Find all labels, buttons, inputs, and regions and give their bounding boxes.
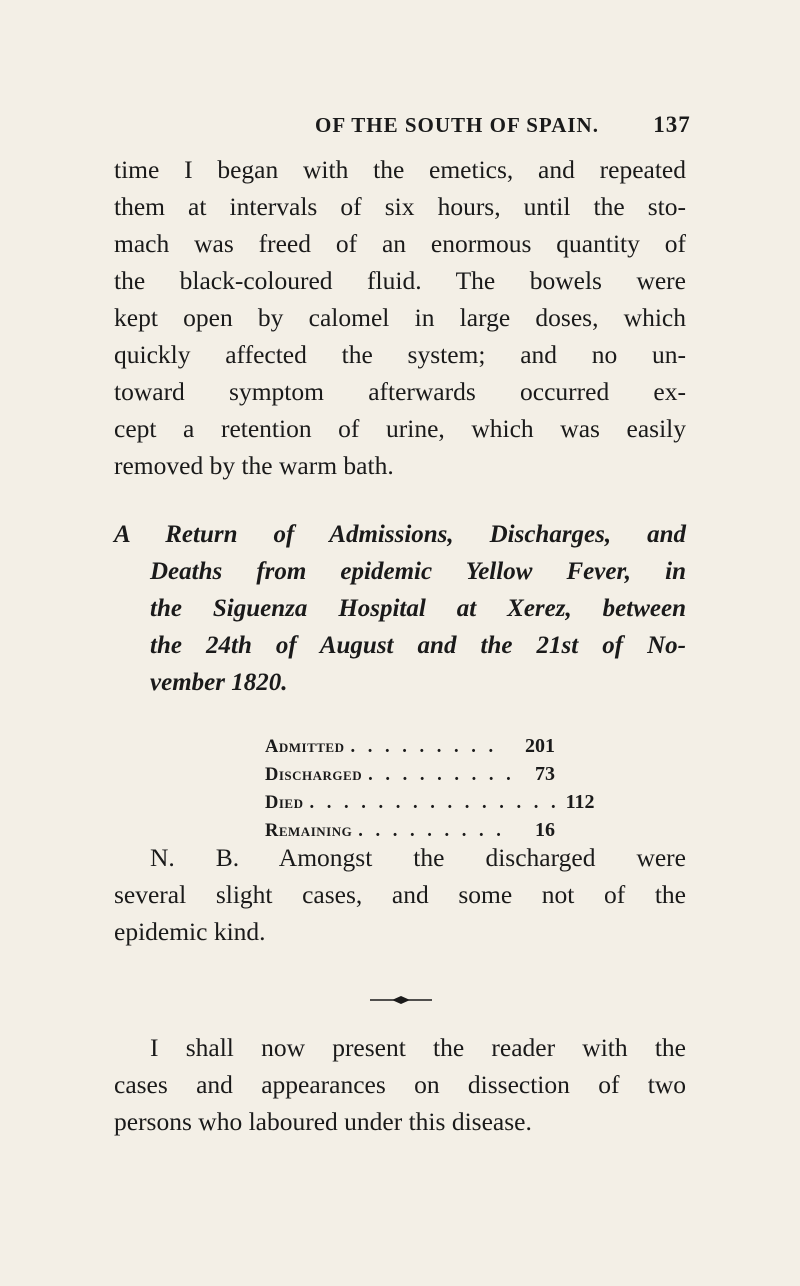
tally-leader-dots: . . . . . . . . . [350,737,498,757]
text-line: several slight cases, and some not of the [114,880,686,909]
text-line: toward symptom afterwards occurred ex- [114,377,686,406]
tally-value: 112 [565,791,595,813]
text-line: persons who laboured under this disease. [114,1107,532,1136]
text-line: the black-coloured fluid. The bowels were [114,266,686,295]
text-line: cept a retention of urine, which was easily [114,414,686,443]
heading-line: A Return of Admissions, Discharges, and [114,521,686,548]
text-line: removed by the warm bath. [114,451,394,480]
text-line: time I began with the emetics, and repeated [114,155,686,184]
text-line: N. B. Amongst the discharged were [150,843,686,872]
return-heading [114,516,686,701]
admissions-tally [265,733,595,845]
text-line: mach was freed of an enormous quantity of [114,229,686,258]
running-head-title: OF THE SOUTH OF SPAIN. [315,113,599,137]
text-line: epidemic kind. [114,917,266,946]
tally-row-died [265,789,595,817]
tally-value: 201 [525,735,555,757]
heading-line: vember 1820. [150,669,288,696]
heading-line: Deaths from epidemic Yellow Fever, in [150,558,686,585]
tally-leader-dots: . . . . . . . . . . . . . . . [309,793,560,813]
text-line: cases and appearances on dissection of two [114,1070,686,1099]
section-divider-ornament [366,994,436,1006]
running-head [315,112,715,138]
text-line: quickly affected the system; and no un- [114,340,686,369]
tally-leader-dots: . . . . . . . . . [358,821,505,841]
tally-value: 16 [535,819,555,841]
page-number: 137 [653,112,691,137]
tally-label: Remaining [265,821,353,841]
paragraph-nota-bene [114,839,686,950]
tally-label: Admitted [265,737,345,757]
tally-value: 73 [535,763,555,785]
tally-label: Died [265,793,304,813]
text-line: them at intervals of six hours, until the sto- [114,192,686,221]
heading-line: the Siguenza Hospital at Xerez, between [150,595,686,622]
text-line: kept open by calomel in large doses, which [114,303,686,332]
text-line: I shall now present the reader with the [150,1033,686,1062]
tally-row-discharged [265,761,555,789]
tally-leader-dots: . . . . . . . . . [368,765,515,785]
tally-label: Discharged [265,765,363,785]
paragraph-treatment [114,151,686,484]
heading-line: the 24th of August and the 21st of No- [150,632,686,659]
paragraph-cases [114,1029,686,1140]
tally-row-admitted [265,733,555,761]
